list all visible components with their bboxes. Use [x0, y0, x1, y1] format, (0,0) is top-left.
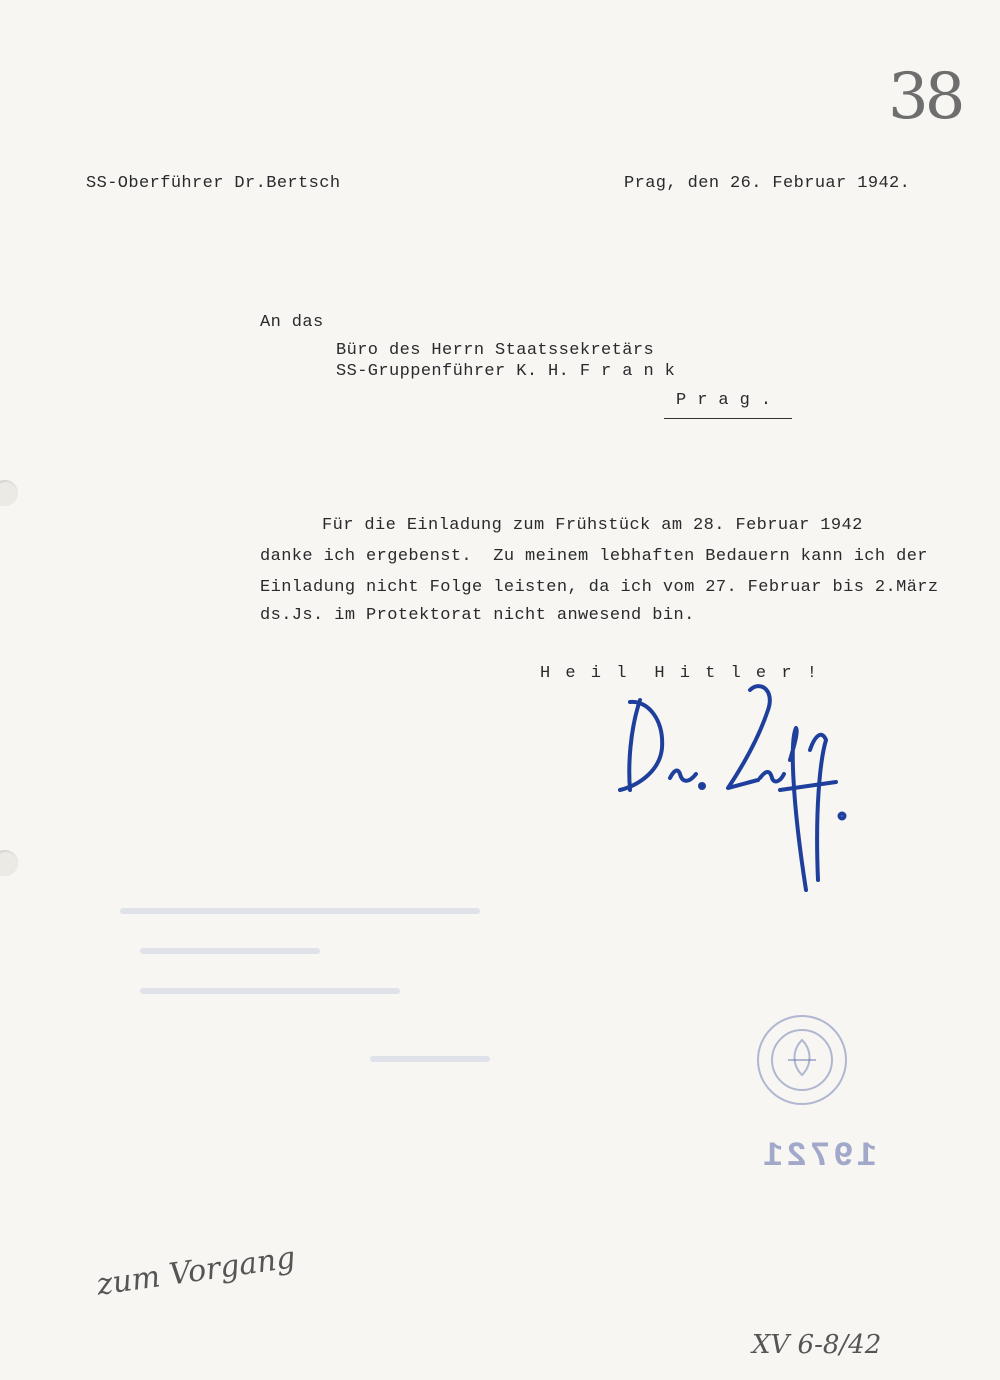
- closing: H e i l H i t l e r !: [540, 664, 820, 683]
- recipient-line-1: Büro des Herrn Staatssekretärs: [336, 341, 655, 360]
- pencil-note: zum Vorgang: [94, 1240, 298, 1303]
- city-underline: [664, 418, 792, 419]
- faded-offset-line-3: [140, 988, 400, 994]
- faded-offset-line-2: [140, 948, 320, 954]
- recipient-salutation: An das: [260, 313, 324, 332]
- recipient-line-2: SS-Gruppenführer K. H. F r a n k: [336, 362, 676, 381]
- stamp-number: 19721: [760, 1138, 878, 1176]
- punch-hole-top: [0, 480, 18, 506]
- faded-offset-line-1: [120, 908, 480, 914]
- body-line-4: ds.Js. im Protektorat nicht anwesend bin.: [260, 606, 695, 625]
- archive-stamp-seal: [752, 1010, 852, 1110]
- body-line-1: Für die Einladung zum Frühstück am 28. Februar 1942: [322, 516, 863, 535]
- punch-hole-bottom: [0, 850, 18, 876]
- page-number: 38: [888, 60, 962, 134]
- sender-line: SS-Oberführer Dr.Bertsch: [86, 174, 341, 193]
- body-line-2: danke ich ergebenst. Zu meinem lebhaften Bedauern kann ich der: [260, 547, 928, 566]
- recipient-city: P r a g .: [676, 391, 772, 410]
- body-line-3: Einladung nicht Folge leisten, da ich vom 27. Februar bis 2.März: [260, 578, 939, 597]
- place-date: Prag, den 26. Februar 1942.: [624, 174, 911, 193]
- signature: [600, 670, 860, 900]
- archive-reference: XV 6-8/42: [752, 1330, 882, 1360]
- faded-offset-line-4: [370, 1056, 490, 1062]
